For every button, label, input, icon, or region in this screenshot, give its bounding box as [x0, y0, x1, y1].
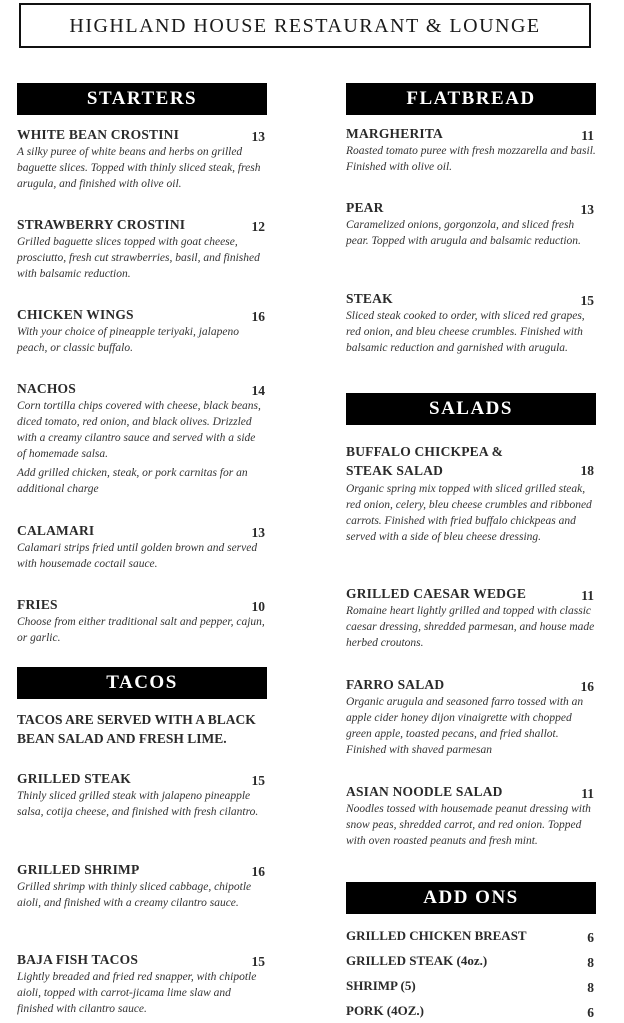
item-description: Roasted tomato puree with fresh mozzarella and basil. Finished with olive oil.: [346, 145, 596, 173]
menu-item: [346, 784, 596, 849]
item-description: A silky puree of white beans and herbs on grilled baguette slices. Topped with thinly sliced steak, fresh arugula, and finished with olive oil.: [17, 146, 261, 190]
item-price: 18: [580, 463, 594, 478]
menu-item: [17, 862, 267, 911]
item-price: 15: [580, 293, 594, 308]
item-description: Romaine heart lightly grilled and topped with classic caesar dressing, shredded parmesan, and house made herbed croutons.: [346, 605, 595, 649]
item-description: Noodles tossed with housemade peanut dressing with snow peas, shredded carrot, and red onion. Topped with oven roasted peanuts and fresh mint.: [346, 803, 591, 847]
item-price: 12: [251, 219, 265, 234]
item-price: 11: [581, 588, 594, 603]
addon-price: 8: [587, 980, 594, 995]
addon-item: [346, 978, 596, 994]
addon-name: PORK (4OZ.): [346, 1003, 424, 1018]
item-price: 13: [251, 525, 265, 540]
menu-item: [346, 291, 596, 356]
item-description: Thinly sliced grilled steak with jalapeno pineapple salsa, cotija cheese, and finished with fresh cilantro.: [17, 790, 259, 818]
item-price: 16: [251, 864, 265, 879]
item-description: With your choice of pineapple teriyaki, jalapeno peach, or classic buffalo.: [17, 326, 239, 354]
addon-price: 6: [587, 930, 594, 945]
menu-item: [17, 597, 267, 646]
section-heading-flatbread: FLATBREAD: [346, 83, 596, 115]
addon-name: GRILLED CHICKEN BREAST: [346, 928, 527, 943]
item-name: WHITE BEAN CROSTINI: [17, 127, 180, 142]
section-heading-tacos: TACOS: [17, 667, 267, 699]
item-price: 11: [581, 786, 594, 801]
item-name: NACHOS: [17, 381, 76, 396]
item-extra-note: Add grilled chicken, steak, or pork carnitas for an additional charge: [17, 467, 248, 495]
addon-item: [346, 1003, 596, 1019]
item-price: 15: [251, 773, 265, 788]
menu-item: [346, 586, 596, 651]
addon-item: [346, 928, 596, 944]
item-name: GRILLED CAESAR WEDGE: [346, 586, 527, 601]
menu-item: [17, 523, 267, 572]
tacos-note: TACOS ARE SERVED WITH A BLACK BEAN SALAD AND FRESH LIME.: [17, 712, 256, 746]
menu-item: [17, 127, 267, 192]
item-name: STEAK: [346, 291, 393, 306]
menu-item: [346, 677, 596, 758]
item-name: ASIAN NOODLE SALAD: [346, 784, 503, 799]
item-description: Sliced steak cooked to order, with sliced red grapes, red onion, and bleu cheese crumbles. Finished with balsamic reduction and garnished with arugula.: [346, 310, 585, 354]
menu-item: [17, 952, 267, 1017]
item-name: GRILLED SHRIMP: [17, 862, 140, 877]
item-description: Lightly breaded and fried red snapper, with chipotle aioli, topped with carrot-jicama lime slaw and finished with cilantro sauce.: [17, 971, 257, 1015]
menu-item: [17, 381, 267, 497]
item-name: BAJA FISH TACOS: [17, 952, 139, 967]
item-name: GRILLED STEAK: [17, 771, 132, 786]
item-description: Organic spring mix topped with sliced grilled steak, red onion, celery, bleu cheese crumbles and ribboned carrots. Finished with fried buffalo chickpeas and served with a side of bleu cheese dressing.: [346, 483, 592, 543]
item-name: BUFFALO CHICKPEA & STEAK SALAD: [346, 444, 504, 478]
item-description: Corn tortilla chips covered with cheese, black beans, diced tomato, red onion, and black olives. Drizzled with a creamy cilantro sauce and served with a side of homemade salsa.: [17, 400, 261, 460]
item-name: FARRO SALAD: [346, 677, 445, 692]
item-description: Organic arugula and seasoned farro tossed with an apple cider honey dijon vinaigrette with chopped green apple, toasted pecans, and fried shallot. Finished with shaved parmesan: [346, 696, 584, 756]
menu-item: [17, 217, 267, 282]
item-name: PEAR: [346, 200, 384, 215]
section-heading-salads: SALADS: [346, 393, 596, 425]
item-name: CALAMARI: [17, 523, 95, 538]
item-price: 16: [580, 679, 594, 694]
section-heading-starters: STARTERS: [17, 83, 267, 115]
item-price: 11: [581, 128, 594, 143]
menu-item: [17, 771, 267, 820]
menu-item: [346, 200, 596, 249]
addon-item: [346, 953, 596, 969]
item-price: 14: [251, 383, 265, 398]
addon-price: 6: [587, 1005, 594, 1020]
menu-item: [346, 442, 596, 545]
item-description: Grilled baguette slices topped with goat cheese, prosciutto, fresh cut strawberries, basil, and finished with balsamic reduction.: [17, 236, 260, 280]
menu-item: [346, 126, 596, 175]
item-name: FRIES: [17, 597, 58, 612]
item-description: Grilled shrimp with thinly sliced cabbage, chipotle aioli, and finished with a creamy cilantro sauce.: [17, 881, 252, 909]
addon-name: GRILLED STEAK (4oz.): [346, 953, 488, 968]
item-price: 16: [251, 309, 265, 324]
addon-name: SHRIMP (5): [346, 978, 416, 993]
item-description: Choose from either traditional salt and pepper, cajun, or garlic.: [17, 616, 265, 644]
item-price: 10: [251, 599, 265, 614]
restaurant-title: HIGHLAND HOUSE RESTAURANT & LOUNGE: [19, 3, 591, 48]
item-description: Calamari strips fried until golden brown and served with housemade coctail sauce.: [17, 542, 258, 570]
item-name: CHICKEN WINGS: [17, 307, 134, 322]
item-description: Caramelized onions, gorgonzola, and sliced fresh pear. Topped with arugula and balsamic reduction.: [346, 219, 581, 247]
item-price: 13: [251, 129, 265, 144]
section-heading-addons: ADD ONS: [346, 882, 596, 914]
item-name: MARGHERITA: [346, 126, 444, 141]
item-name: STRAWBERRY CROSTINI: [17, 217, 186, 232]
menu-item: [17, 307, 267, 356]
item-price: 15: [251, 954, 265, 969]
item-price: 13: [580, 202, 594, 217]
addon-price: 8: [587, 955, 594, 970]
